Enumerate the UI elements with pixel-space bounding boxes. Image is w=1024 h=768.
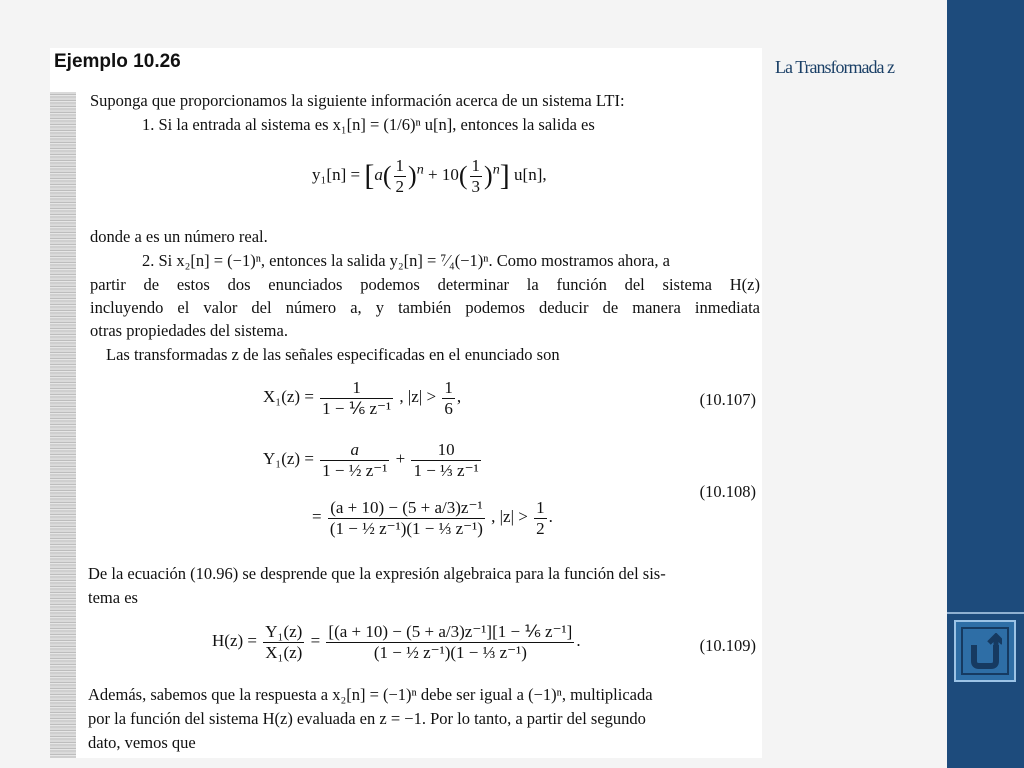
item2-line3: incluyendo el valor del número a, y también podemos deducir de manera inmediata <box>90 298 760 317</box>
eq108-roc-den: 2 <box>536 518 545 538</box>
eq107-roc-den: 6 <box>444 398 453 418</box>
ecuacion-line2: tema es <box>88 588 138 607</box>
back-button-frame <box>961 627 1009 675</box>
equation-10-107: X₁(z) = $\frac{1}{\text{1 − ⅙ z⁻¹}}$ , |z| > $\frac{1}{6}$ , <box>263 378 462 418</box>
ademas-line1: Además, sabemos que la respuesta a x₂[n] = (−1)ⁿ debe ser igual a (−1)ⁿ, multiplicada <box>88 685 653 704</box>
eq108-roc-num: 1 <box>536 498 545 517</box>
item1-line: 1. Si la entrada al sistema es x₁[n] = (1/6)ⁿ u[n], entonces la salida es <box>142 115 595 134</box>
equation-10-109 <box>212 622 581 662</box>
eq109-num: [(a + 10) − (5 + a/3)z⁻¹][1 − ⅙ z⁻¹] <box>328 622 573 641</box>
eq107-left: X₁(z) = <box>263 386 314 406</box>
donde-line: donde a es un número real. <box>90 227 268 246</box>
equation-y1: y₁[n] = [a( $\frac{1}{2}$ )$^n$ + 10( $\frac{1}{3}$ )$^n$] u[n], <box>312 156 547 196</box>
eq107-roc-num: 1 <box>444 378 453 397</box>
eq-number-109: (10.109) <box>699 636 756 655</box>
eq108-t2-num: 10 <box>411 440 480 461</box>
eq109-dot: . <box>576 630 581 650</box>
eq109-den: (1 − ½ z⁻¹)(1 − ⅓ z⁻¹) <box>373 642 527 662</box>
eq108-eq: = <box>312 506 322 526</box>
eq-y1-left: y₁[n] = <box>312 164 361 184</box>
return-arrow-icon <box>968 633 1002 669</box>
eq108-roc: , |z| > <box>491 506 528 526</box>
eq107-num: 1 <box>320 378 393 399</box>
eq-y1-plus10: + 10 <box>428 164 459 184</box>
eq-y1-a: a <box>374 164 383 184</box>
transforms-line: Las transformadas z de las señales especificadas en el enunciado son <box>106 345 560 364</box>
scan-edge-strip <box>50 92 76 758</box>
eq108-c-num: (a + 10) − (5 + a/3)z⁻¹ <box>328 498 485 519</box>
back-button[interactable] <box>954 620 1016 682</box>
eq109-r-num: Y₁(z) <box>265 622 303 641</box>
example-heading: Ejemplo 10.26 <box>54 51 181 72</box>
eq107-den: 1 − ⅙ z⁻¹ <box>322 398 392 418</box>
eq-y1-un: u[n], <box>514 164 547 184</box>
eq-number-107: (10.107) <box>699 390 756 409</box>
eq108-plus: + <box>395 448 406 468</box>
ademas-line2: por la función del sistema H(z) evaluada en z = −1. Por lo tanto, a partir del segundo <box>88 709 646 728</box>
eq-number-108: (10.108) <box>699 482 756 501</box>
panel-divider <box>947 612 1024 614</box>
eq108-t1-num: a <box>350 440 360 459</box>
ecuacion-line1: De la ecuación (10.96) se desprende que la expresión algebraica para la función del sis- <box>88 564 666 583</box>
item2-line1: 2. Si x₂[n] = (−1)ⁿ, entonces la salida y₂[n] = ⁷⁄₄(−1)ⁿ. Como mostramos ahora, a <box>142 251 670 270</box>
eq109-r-den: X₁(z) <box>265 642 303 662</box>
eq108-t1-den: 1 − ½ z⁻¹ <box>322 460 388 480</box>
item2-line4: otras propiedades del sistema. <box>90 321 288 340</box>
eq107-roc: , |z| > <box>399 386 437 406</box>
equation-10-108-line1 <box>263 440 483 480</box>
eq109-eq: = <box>310 630 321 650</box>
eq109-left: H(z) = <box>212 630 257 650</box>
equation-10-108-line2: = $\frac{\text{(a + 10) − (5 + a/3)z⁻¹}}{\text{(1 − ½ z⁻¹)(1 − ⅓ z⁻¹)}}$ , |z| > $\frac{1}{2}$ . <box>312 498 553 538</box>
eq108-c-den: (1 − ½ z⁻¹)(1 − ⅓ z⁻¹) <box>329 518 483 538</box>
ademas-line3: dato, vemos que <box>88 733 196 752</box>
intro-line: Suponga que proporcionamos la siguiente información acerca de un sistema LTI: <box>90 91 625 110</box>
scanned-page <box>50 48 762 758</box>
eq108-left: Y₁(z) = <box>263 448 314 468</box>
item2-line2: partir de estos dos enunciados podemos determinar la función del sistema H(z) <box>90 275 760 294</box>
eq108-t2-den: 1 − ⅓ z⁻¹ <box>413 460 479 480</box>
slide-title: La Transformada z <box>775 57 894 77</box>
